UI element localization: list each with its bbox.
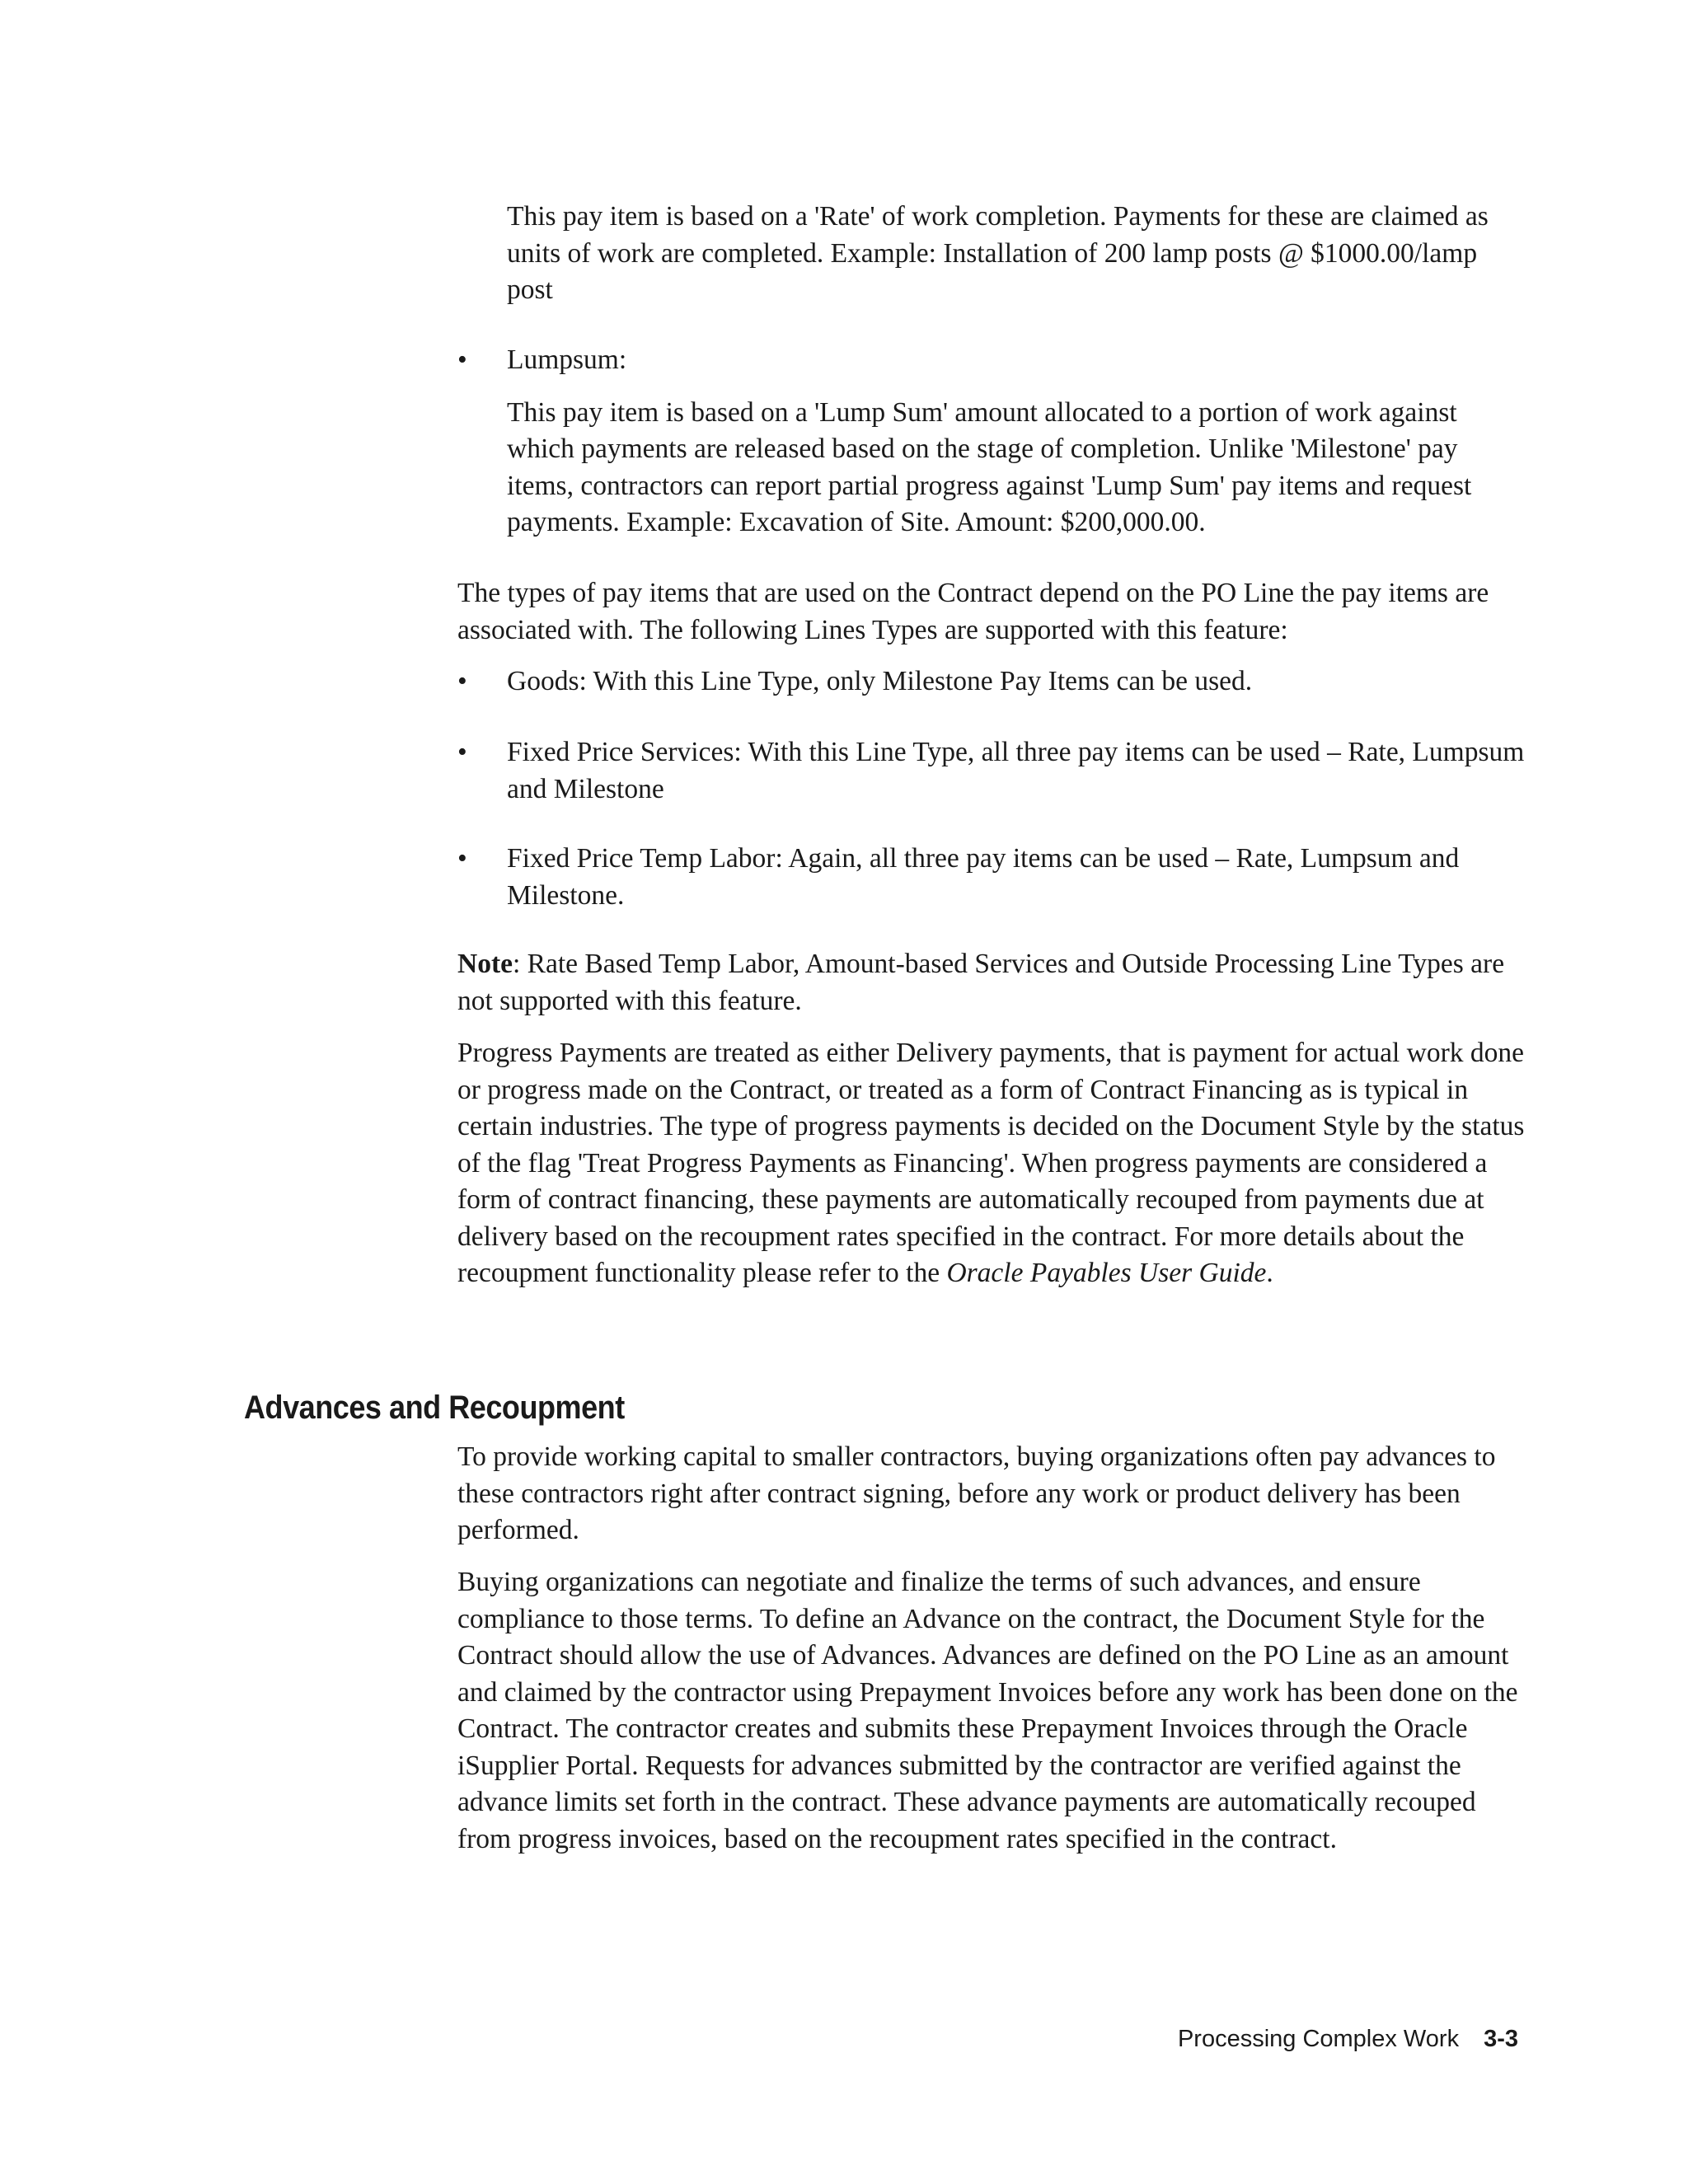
progress-payments-text: Progress Payments are treated as either Delivery payments, that is payment for actual work done or progress made on the Contract, or treated as a form of Contract Financing as is typical in certain industries. The type of progress payments is decided on the Document Style by the status of the flag 'Treat Progress Payments as Financing'. When progress payments are considered a form of contract financing, these payments are automatically recouped from payments due at delivery based on the recoupment rates specified in the contract. For more details about the recoupment functionality please refer to the xyxy=(457,1038,1525,1288)
page-footer xyxy=(1178,2024,1518,2054)
advances-para-1-block xyxy=(457,1439,1529,1549)
footer-chapter-title: Processing Complex Work xyxy=(1177,2026,1460,2052)
line-type-fixed-price-services: Fixed Price Services: With this Line Type, all three pay items can be used – Rate, Lumpsum and Milestone xyxy=(507,737,1525,804)
note-label: Note xyxy=(457,949,513,979)
bullet-item-goods xyxy=(457,663,1529,701)
line-type-goods-block xyxy=(457,663,1529,701)
section-heading: Advances and Recoupment xyxy=(244,1390,625,1426)
lumpsum-label: Lumpsum: xyxy=(507,344,627,375)
progress-payments-paragraph xyxy=(457,1035,1529,1292)
line-type-goods: Goods: With this Line Type, only Milestone Pay Items can be used. xyxy=(507,666,1253,696)
rate-item-description: This pay item is based on a 'Rate' of work completion. Payments for these are claimed as units of work are completed. Example: Installation of 200 lamp posts @ $1000.00/lamp post xyxy=(507,201,1489,305)
bullet-marker: • xyxy=(457,666,467,696)
lumpsum-description: This pay item is based on a 'Lump Sum' amount allocated to a portion of work against which payments are released based on the stage of completion. Unlike 'Milestone' pay items, contractors can report partial progress against 'Lump Sum' pay items and request payments. Example: Excavation of Site. Amount: $200,000.00. xyxy=(507,396,1472,537)
payables-guide-title: Oracle Payables User Guide xyxy=(946,1258,1267,1288)
line-type-fixed-price-temp-labor: Fixed Price Temp Labor: Again, all three pay items can be used – Rate, Lumpsum and Milestone. xyxy=(507,843,1460,911)
progress-payments-end: . xyxy=(1266,1258,1273,1288)
bullet-marker: • xyxy=(457,344,467,375)
progress-payments-block xyxy=(457,1035,1529,1292)
rate-item-block xyxy=(457,199,1529,309)
advances-paragraph-2: Buying organizations can negotiate and finalize the terms of such advances, and ensure compliance to those terms. To define an Advance on the contract, the Document Style for the Contract should allow the use of Advances. Advances are defined on the PO Line as an amount and claimed by the contractor using Prepayment Invoices before any work has been done on the Contract. The contractor creates and submits these Prepayment Invoices through the Oracle iSupplier Portal. Requests for advances submitted by the contractor are verified against the advance limits set forth in the contract. These advance payments are automatically recouped from progress invoices, based on the recoupment rates specified in the contract. xyxy=(457,1567,1518,1854)
advances-para-2-block xyxy=(457,1564,1529,1858)
advances-paragraph-1: To provide working capital to smaller contractors, buying organizations often pay advances to these contractors right after contract signing, before any work or product delivery has been performed. xyxy=(457,1441,1496,1545)
lumpsum-item-block xyxy=(457,342,1529,541)
page-number: 3-3 xyxy=(1484,2026,1518,2052)
bullet-marker: • xyxy=(457,737,467,767)
note-text: : Rate Based Temp Labor, Amount-based Services and Outside Processing Line Types are not supported with this feature. xyxy=(457,949,1505,1016)
bullet-item-fixed-price-temp-labor xyxy=(457,841,1529,914)
bullet-item-fixed-price-services xyxy=(457,734,1529,808)
line-types-intro: The types of pay items that are used on the Contract depend on the PO Line the pay items are associated with. The following Lines Types are supported with this feature: xyxy=(457,578,1489,645)
line-type-services-block xyxy=(457,734,1529,808)
bullet-item-lumpsum xyxy=(457,342,1529,379)
line-types-block xyxy=(457,575,1529,649)
line-type-temp-labor-block xyxy=(457,841,1529,914)
bullet-marker: • xyxy=(457,843,467,874)
note-paragraph xyxy=(457,946,1529,1019)
note-block xyxy=(457,946,1529,1019)
